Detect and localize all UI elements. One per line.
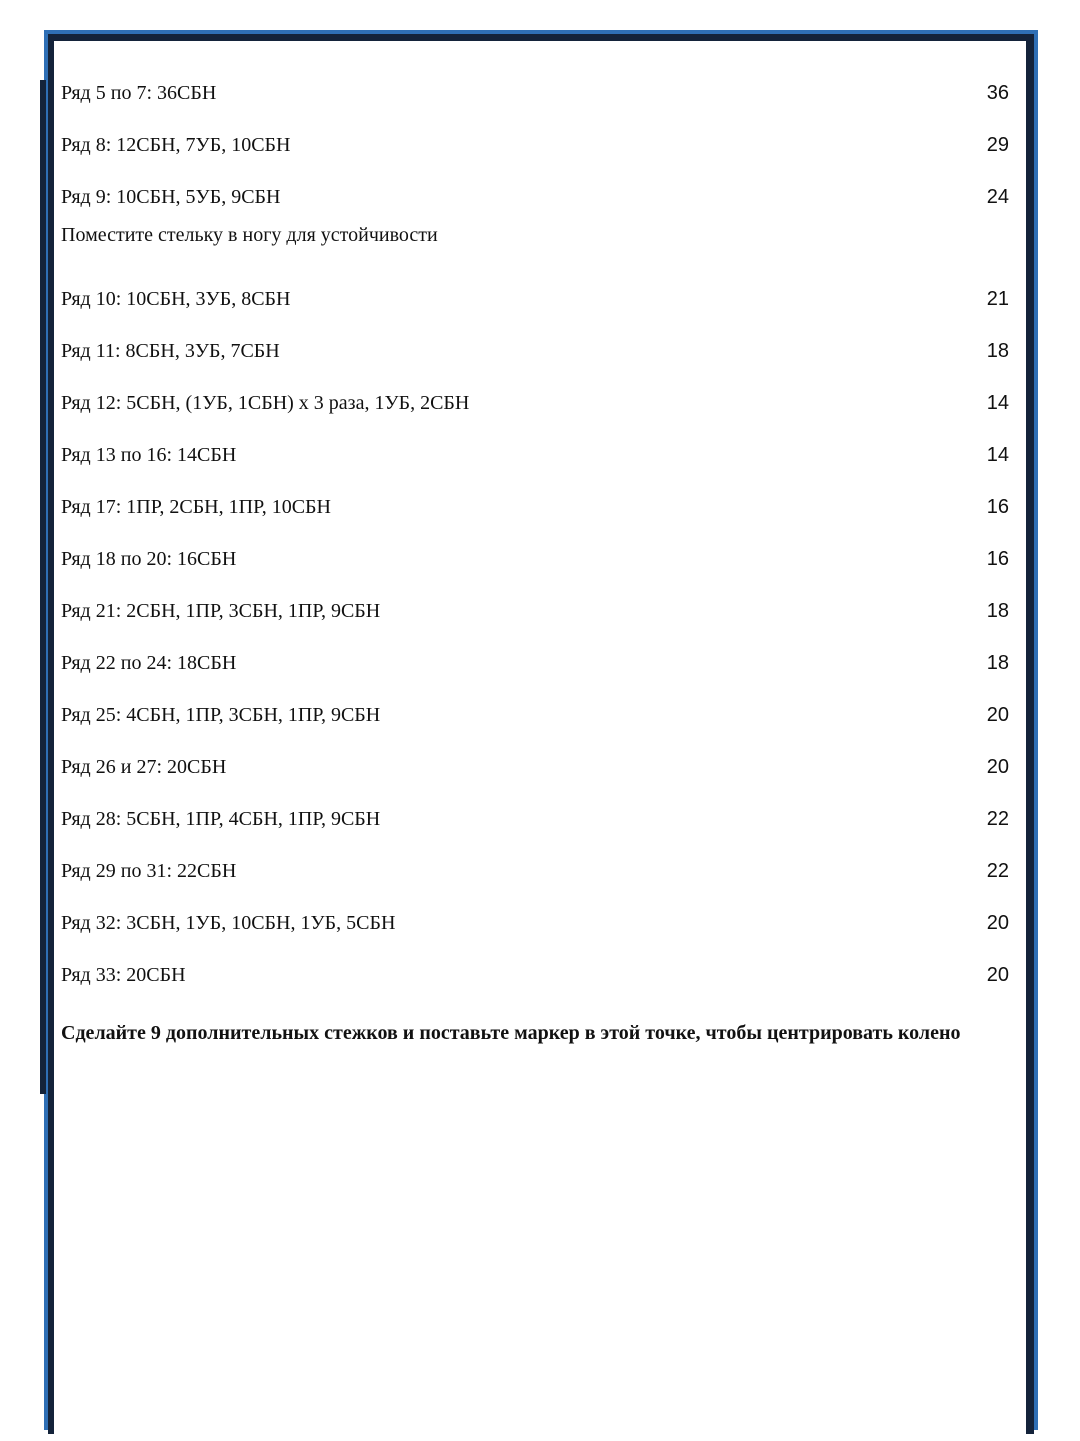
row-instruction: Ряд 18 по 20: 16СБН [61,548,237,570]
row-instruction: Ряд 32: 3СБН, 1УБ, 10СБН, 1УБ, 5СБН [61,912,396,934]
row-instruction: Ряд 28: 5СБН, 1ПР, 4СБН, 1ПР, 9СБН [61,808,381,830]
pattern-row [61,338,1009,390]
row-instruction: Ряд 21: 2СБН, 1ПР, 3СБН, 1ПР, 9СБН [61,600,381,622]
row-stitch-count: 22 [986,860,1009,882]
row-stitch-count: 18 [986,652,1009,674]
row-stitch-count: 20 [986,912,1009,934]
pattern-row [61,442,1009,494]
pattern-row [61,546,1009,598]
row-stitch-count: 18 [986,600,1009,622]
page-spine-bar [40,80,46,1094]
row-instruction: Ряд 25: 4СБН, 1ПР, 3СБН, 1ПР, 9СБН [61,704,381,726]
pattern-row [61,702,1009,754]
row-stitch-count: 20 [986,756,1009,778]
row-list-top [61,80,1009,236]
row-stitch-count: 29 [986,134,1009,156]
pattern-row [61,390,1009,442]
row-stitch-count: 16 [986,496,1009,518]
row-stitch-count: 22 [986,808,1009,830]
row-instruction: Ряд 26 и 27: 20СБН [61,756,227,778]
row-instruction: Ряд 9: 10СБН, 5УБ, 9СБН [61,186,281,208]
row-instruction: Ряд 29 по 31: 22СБН [61,860,237,882]
pattern-row [61,754,1009,806]
row-stitch-count: 20 [986,704,1009,726]
pattern-row [61,962,1009,1014]
pattern-row [61,806,1009,858]
row-instruction: Ряд 5 по 7: 36СБН [61,82,217,104]
row-instruction: Ряд 8: 12СБН, 7УБ, 10СБН [61,134,291,156]
row-instruction: Ряд 17: 1ПР, 2СБН, 1ПР, 10СБН [61,496,331,518]
pattern-row [61,286,1009,338]
row-stitch-count: 21 [986,288,1009,310]
row-stitch-count: 14 [986,444,1009,466]
row-instruction: Ряд 10: 10СБН, 3УБ, 8СБН [61,288,291,310]
row-list-main [61,286,1009,1014]
row-stitch-count: 14 [986,392,1009,414]
pattern-row [61,910,1009,962]
pattern-row [61,494,1009,546]
row-stitch-count: 36 [986,82,1009,104]
pattern-row [61,184,1009,236]
row-stitch-count: 20 [986,964,1009,986]
pattern-row [61,80,1009,132]
knee-marker-note: Сделайте 9 дополнительных стежков и поставьте маркер в этой точке, чтобы центрировать колено [61,1022,961,1044]
row-stitch-count: 18 [986,340,1009,362]
pattern-row [61,650,1009,702]
row-stitch-count: 24 [986,186,1009,208]
pattern-row [61,132,1009,184]
row-instruction: Ряд 22 по 24: 18СБН [61,652,237,674]
row-instruction: Ряд 12: 5СБН, (1УБ, 1СБН) х 3 раза, 1УБ, 2СБН [61,392,470,414]
pattern-row [61,858,1009,910]
row-instruction: Ряд 11: 8СБН, 3УБ, 7СБН [61,340,280,362]
pattern-row [61,598,1009,650]
row-instruction: Ряд 13 по 16: 14СБН [61,444,237,466]
insole-note: Поместите стельку в ногу для устойчивости [61,224,438,246]
row-stitch-count: 16 [986,548,1009,570]
row-instruction: Ряд 33: 20СБН [61,964,186,986]
pattern-content [61,80,1009,1046]
